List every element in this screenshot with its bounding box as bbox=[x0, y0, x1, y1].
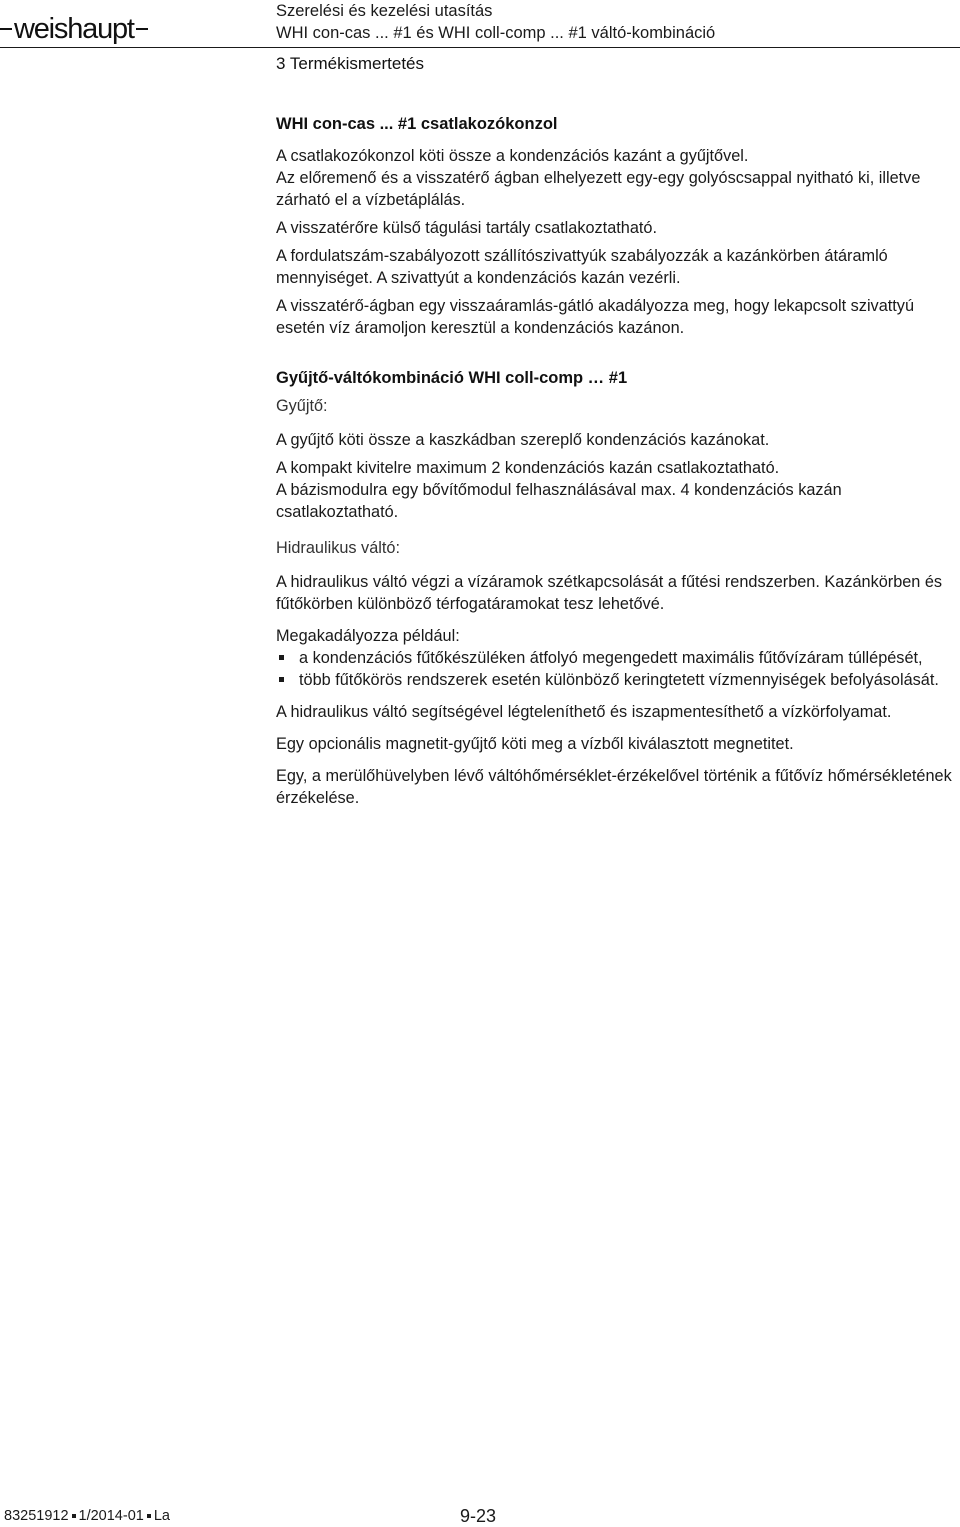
section-heading-collector-combination: Gyűjtő-váltókombináció WHI coll-comp … #1 bbox=[276, 369, 628, 387]
subheading-hydraulic-switch: Hidraulikus váltó: bbox=[276, 539, 400, 557]
list-item: a kondenzációs fűtőkészüléken átfolyó megengedett maximális fűtővízáram túllépését, bbox=[276, 647, 960, 669]
separator-square bbox=[72, 1514, 76, 1518]
document-type: Szerelési és kezelési utasítás bbox=[276, 2, 493, 20]
list-item: több fűtőkörös rendszerek esetén különböző keringtetett vízmennyiségek befolyásolását. bbox=[276, 669, 960, 691]
bullet-list bbox=[276, 647, 960, 691]
section-heading-connection-console: WHI con-cas ... #1 csatlakozókonzol bbox=[276, 115, 558, 133]
header-divider bbox=[0, 47, 960, 48]
paragraph: A gyűjtő köti össze a kaszkádban szereplő kondenzációs kazánokat. bbox=[276, 431, 770, 449]
paragraph: Megakadályozza például: bbox=[276, 627, 460, 645]
paragraph: A hidraulikus váltó segítségével légteleníthető és iszapmentesíthető a vízkörfolyamat. bbox=[276, 703, 892, 721]
paragraph: A visszatérő-ágban egy visszaáramlás-gátló akadályozza meg, hogy lekapcsolt szivattyú esetén víz áramoljon keresztül a kondenzációs kazánon. bbox=[276, 297, 914, 337]
paragraph: Az előremenő és a visszatérő ágban elhelyezett egy-egy golyóscsappal nyitható ki, illetve zárható el a vízbetáplálás. bbox=[276, 169, 921, 209]
paragraph: A kompakt kivitelre maximum 2 kondenzációs kazán csatlakoztatható. bbox=[276, 459, 780, 477]
doc-number: 83251912 bbox=[4, 1508, 69, 1524]
page-content bbox=[276, 113, 960, 809]
paragraph: A visszatérőre külső tágulási tartály csatlakoztatható. bbox=[276, 219, 657, 237]
document-title: WHI con-cas ... #1 és WHI coll-comp ... #1 váltó-kombináció bbox=[276, 24, 716, 42]
paragraph: A csatlakozókonzol köti össze a kondenzációs kazánt a gyűjtővel. bbox=[276, 147, 749, 165]
logo-dash-right bbox=[136, 28, 148, 30]
footer-doc-info bbox=[4, 1507, 170, 1525]
paragraph: Egy opcionális magnetit-gyűjtő köti meg a vízből kiválasztott megnetitet. bbox=[276, 735, 794, 753]
separator-square bbox=[147, 1514, 151, 1518]
page-number: 9-23 bbox=[460, 1506, 497, 1526]
logo-dash-left bbox=[0, 28, 12, 30]
paragraph: A fordulatszám-szabályozott szállítószivattyúk szabályozzák a kazánkörben átáramló mennyiséget. A szivattyút a kondenzációs kazán vezérli. bbox=[276, 247, 888, 287]
paragraph: Egy, a merülőhüvelyben lévő váltóhőmérséklet-érzékelővel történik a fűtővíz hőmérsékletének érzékelése. bbox=[276, 767, 952, 807]
chapter-title: 3 Termékismertetés bbox=[276, 54, 425, 73]
subheading-collector: Gyűjtő: bbox=[276, 397, 328, 415]
paragraph: A hidraulikus váltó végzi a vízáramok szétkapcsolását a fűtési rendszerben. Kazánkörben és fűtőkörben különböző térfogatáramokat tesz lehetővé. bbox=[276, 573, 943, 613]
logo-text: weishaupt bbox=[14, 12, 134, 45]
paragraph: A bázismodulra egy bővítőmodul felhasználásával max. 4 kondenzációs kazán csatlakoztatható. bbox=[276, 481, 842, 521]
document-header bbox=[276, 0, 715, 44]
author-code: La bbox=[153, 1508, 170, 1524]
weishaupt-logo bbox=[0, 12, 148, 46]
revision: 1/2014-01 bbox=[78, 1508, 144, 1524]
